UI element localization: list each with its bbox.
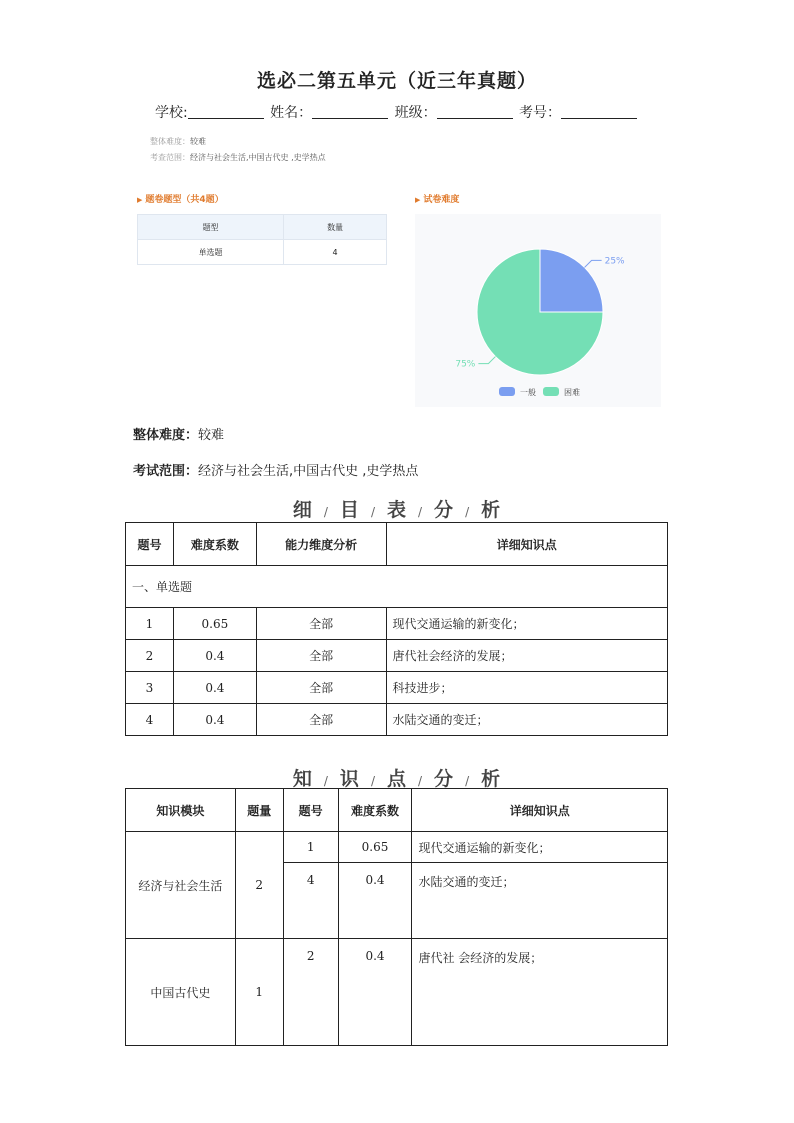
legend-label-0[interactable]: 一般: [520, 388, 536, 397]
detail-header: 难度系数: [173, 523, 256, 566]
module-count: 2: [235, 832, 283, 939]
module-name: 经济与社会生活: [126, 832, 236, 939]
question-types-heading: ▶ 题卷题型（共4题）: [137, 195, 224, 205]
qt-header: 数量: [284, 215, 387, 240]
exam-no-blank[interactable]: [561, 104, 637, 119]
legend-label-1[interactable]: 困难: [564, 388, 580, 397]
class-blank[interactable]: [437, 104, 513, 119]
legend-swatch-1[interactable]: [543, 387, 559, 396]
pie-leader-line-0: [585, 260, 602, 267]
table-row: 4 0.4 全部 水陆交通的变迁；: [126, 704, 668, 736]
summary-scope: 考试范围：经济与社会生活,中国古代史 ,史学热点: [133, 464, 419, 479]
exam-no-label: 考号：: [519, 105, 562, 121]
detail-table: [125, 522, 668, 736]
chart-heading: ▶ 试卷难度: [415, 195, 460, 205]
knowledge-header: 详细知识点: [412, 789, 668, 832]
knowledge-table: [125, 788, 668, 1046]
table-row: 3 0.4 全部 科技进步；: [126, 672, 668, 704]
qt-header: 题型: [138, 215, 284, 240]
legend-swatch-0[interactable]: [499, 387, 515, 396]
module-count: 1: [235, 939, 283, 1046]
pie-label-1: 75%: [455, 359, 476, 370]
knowledge-header: 知识模块: [126, 789, 236, 832]
knowledge-heading: 知 / 识 / 点 / 分 / 析: [292, 768, 502, 790]
school-blank[interactable]: [188, 104, 264, 119]
table-row: 4 0.4 水陆交通的变迁；: [126, 863, 668, 939]
pie-chart-box: [415, 214, 661, 407]
knowledge-header: 难度系数: [338, 789, 412, 832]
table-row: 经济与社会生活 2 1 0.65 现代交通运输的新变化；: [126, 832, 668, 863]
pie-label-0: 25%: [604, 256, 625, 267]
pie-slice-0: [540, 249, 603, 312]
table-row: 单选题 4: [138, 240, 387, 265]
module-name: 中国古代史: [126, 939, 236, 1046]
triangle-icon: ▶: [415, 196, 421, 204]
name-label: 姓名：: [270, 105, 313, 121]
class-label: 班级：: [394, 105, 437, 121]
page-title: 选必二第五单元（近三年真题）: [256, 70, 537, 92]
summary-difficulty: 整体难度：较难: [133, 428, 225, 443]
meta-scope: 考查范围：经济与社会生活,中国古代史 ,史学热点: [150, 153, 326, 162]
section-label: 一、单选题: [126, 566, 668, 608]
knowledge-header: 题号: [283, 789, 338, 832]
detail-header: 题号: [126, 523, 174, 566]
meta-difficulty: 整体难度：较难: [150, 137, 206, 146]
triangle-icon: ▶: [137, 196, 143, 204]
table-row: 2 0.4 全部 唐代社会经济的发展；: [126, 640, 668, 672]
table-row: 中国古代史 1 2 0.4 唐代社 会经济的发展；: [126, 939, 668, 1046]
table-row: 1 0.65 全部 现代交通运输的新变化；: [126, 608, 668, 640]
question-types-table: [137, 214, 387, 265]
name-blank[interactable]: [312, 104, 388, 119]
detail-header: 详细知识点: [386, 523, 667, 566]
school-label: 学校:: [154, 105, 188, 121]
knowledge-header: 题量: [235, 789, 283, 832]
pie-leader-line-1: [478, 357, 495, 364]
pie-chart: [415, 214, 661, 407]
student-info-line: [0, 102, 794, 122]
detail-header: 能力维度分析: [256, 523, 386, 566]
detail-heading: 细 / 目 / 表 / 分 / 析: [292, 499, 502, 521]
